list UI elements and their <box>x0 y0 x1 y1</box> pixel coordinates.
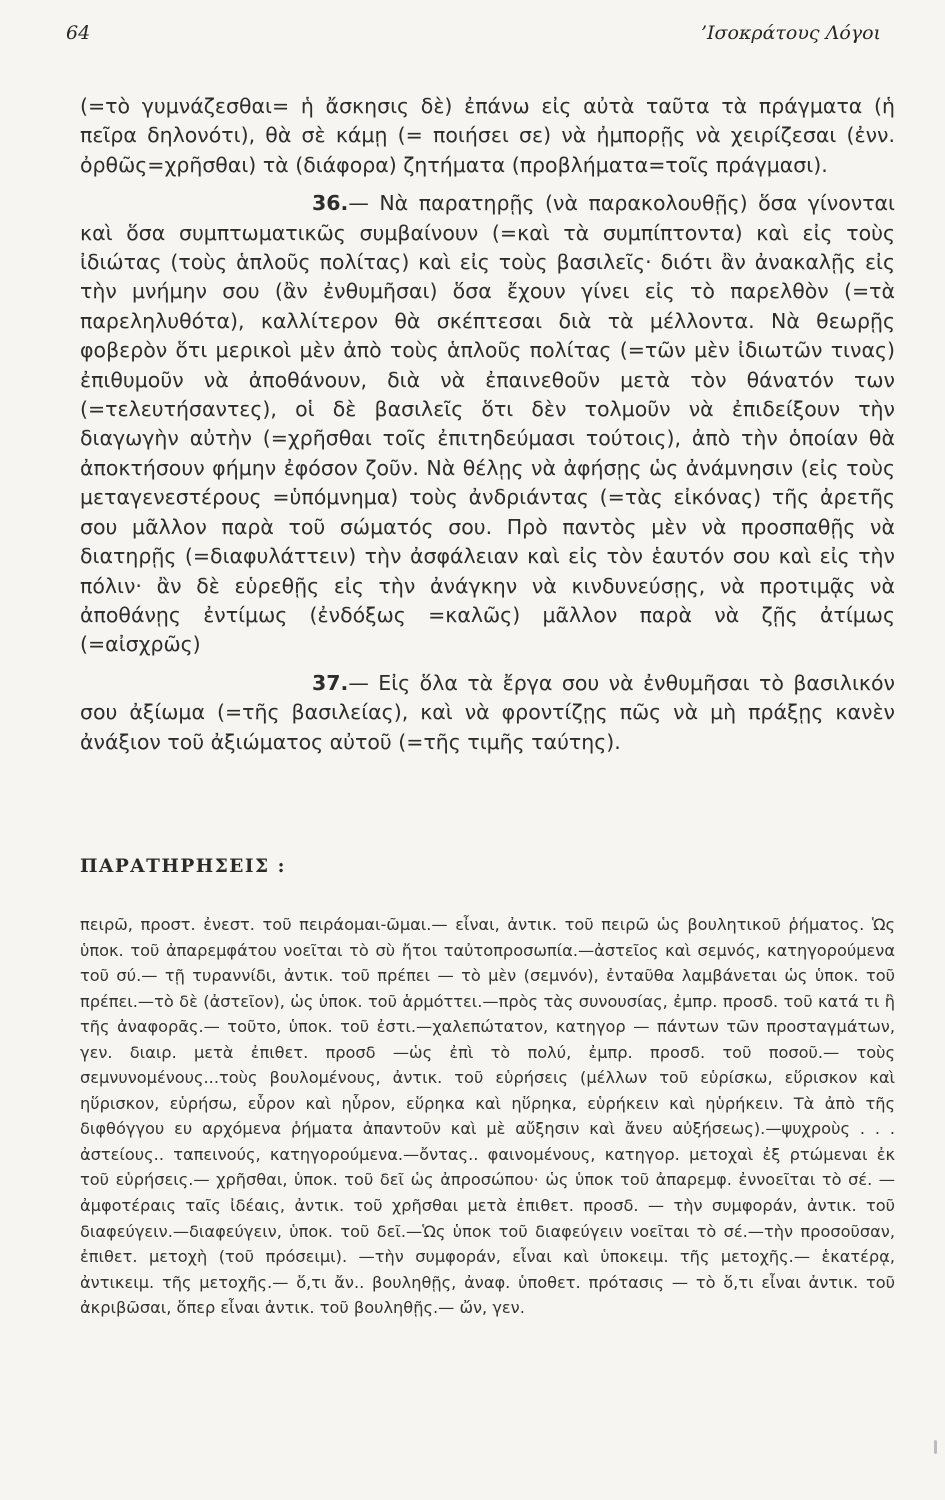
book-title: ’Ισοκράτους Λόγοι <box>701 22 881 44</box>
notes-text <box>80 912 895 1321</box>
section-text: — Νὰ παρατηρῇς (νὰ παρακολουθῇς) ὅσα γίνονται καὶ ὅσα συμπτωματικῶς συμβαίνουν (=καὶ τὰ συμπίπτοντα) καὶ εἰς τοὺς ἰδιώτας (τοὺς ἁπλοῦς πολίτας) καὶ εἰς τοὺς βασιλεῖς· διότι ἂν ἀνακαλῇς εἰς τὴν μνήμην σου (ἂν ἐνθυμῆσαι) ὅσα ἔχουν γίνει εἰς τὸ παρελθὸν (=τὰ παρεληλυθότα), καλλίτερον θὰ σκέπτεσαι διὰ τὰ μέλλοντα. Νὰ θεωρῇς φοβερὸν ὅτι μερικοὶ μὲν ἀπὸ τοὺς ἁπλοῦς πολίτας (=τῶν μὲν ἰδιωτῶν τινας) ἐπιθυμοῦν νὰ ἀποθάνουν, διὰ νὰ ἐπαινεθοῦν μετὰ τὸν θάνατόν των (=τελευτήσαντες), οἱ δὲ βασιλεῖς ὅτι δὲν τολμοῦν νὰ ἐπιδείξουν τὴν διαγωγὴν αὐτὴν (=χρῆσθαι τοῖς ἐπιτηδεύμασι τούτοις), ἀπὸ τὴν ὁποίαν θὰ ἀποκτήσουν φήμην ἐφόσον ζοῦν. Νὰ θέλῃς νὰ ἀφήσῃς ὡς ἀνάμνησιν (εἰς τοὺς μεταγενεστέρους =ὑπόμνημα) τοὺς ἀνδριάντας (=τὰς εἰκόνας) τῆς ἀρετῆς σου μᾶλλον παρὰ τοῦ σώματός σου. Πρὸ παντὸς μὲν νὰ προσπαθῇς νὰ διατηρῇς (=διαφυλάττειν) τὴν ἀσφάλειαν καὶ εἰς τὸν ἑαυτόν σου καὶ εἰς τὴν πόλιν· ἂν δὲ εὑρεθῇς εἰς τὴν ἀνάγκην νὰ κινδυνεύσῃς, νὰ προτιμᾷς νὰ ἀποθάνῃς ἐντίμως (ἐνδόξως =καλῶς) μᾶλλον παρὰ νὰ ζῇς ἀτίμως (=αἰσχρῶς) <box>80 191 895 657</box>
margin-speck <box>934 1440 937 1454</box>
section-37 <box>80 669 895 757</box>
section-36 <box>80 189 895 660</box>
section-number: 37. <box>312 670 349 695</box>
main-text <box>80 92 895 757</box>
section-text: — Εἰς ὅλα τὰ ἔργα σου νὰ ἐνθυμῆσαι τὸ βασιλικόν σου ἀξίωμα (=τῆς βασιλείας), καὶ νὰ φροντίζῃς πῶς νὰ μὴ πράξῃς κανὲν ἀνάξιον τοῦ ἀξιώματος αὐτοῦ (=τῆς τιμῆς ταύτης). <box>80 670 895 754</box>
notes-heading: ΠΑΡΑΤΗΡΗΣΕΙΣ : <box>80 856 286 877</box>
page-number: 64 <box>66 22 91 44</box>
notes-paragraph: πειρῶ, προστ. ἐνεστ. τοῦ πειράομαι-ῶμαι.— εἶναι, ἀντικ. τοῦ πειρῶ ὡς βουλητικοῦ ῥήματος. Ὡς ὑποκ. τοῦ ἀπαρεμφάτου νοεῖται τὸ σὺ ἤτοι ταὐτοπροσωπία.—ἀστεῖος καὶ σεμνός, κατηγορούμενα τοῦ σύ.— τῇ τυραννίδι, ἀντικ. τοῦ πρέπει — τὸ μὲν (σεμνόν), ἐνταῦθα λαμβάνεται ὡς ὑποκ. τοῦ πρέπει.—τὸ δὲ (ἀστεῖον), ὡς ὑποκ. τοῦ ἁρμόττει.—πρὸς τὰς συνουσίας, ἐμπρ. προσδ. τοῦ κατά τι ἢ τῆς ἀναφορᾶς.— τοῦτο, ὑποκ. τοῦ ἐστι.—χαλεπώτατον, κατηγορ — πάντων τῶν προσταγμάτων, γεν. διαιρ. μετὰ ἐπιθετ. προσδ —ὡς ἐπὶ τὸ πολύ, ἐμπρ. προσδ. τοῦ ποσοῦ.— τοὺς σεμνυνομένους...τοὺς βουλομένους, ἀντικ. τοῦ εὑρήσεις (μέλλων τοῦ εὑρίσκω, εὕρισκον καὶ ηὕρισκον, εὑρήσω, εὗρον καὶ ηὗρον, εὕρηκα καὶ ηὕρηκα, εὑρήκειν καὶ ηὑρήκειν. Τὰ ἀπὸ τῆς διφθόγγου ευ αρχόμενα ῥήματα ἀπαντοῦν καὶ μὲ αὔξησιν καὶ ἄνευ αὐξήσεως).—ψυχροὺς . . . ἀστείους.. ταπεινούς, κατηγορούμενα.—ὄντας.. φαινομένους, κατηγορ. μετοχαὶ ἐξ ρτώμεναι ἐκ τοῦ εὑρήσεις.— χρῆσθαι, ὑποκ. τοῦ δεῖ ὡς ἀπροσώπου· ὡς ὑποκ τοῦ ἀπαρεμφ. ἐννοεῖται τὸ σέ. — ἀμφοτέραις ταῖς ἰδέαις, ἀντικ. τοῦ χρῆσθαι μετὰ ἐπιθετ. προσδ. — τὴν συμφοράν, ἀντικ. τοῦ διαφεύγειν.—διαφεύγειν, ὑποκ. τοῦ δεῖ.—Ὡς ὑποκ τοῦ διαφεύγειν νοεῖται τὸ σέ.—τὴν προσοῦσαν, ἐπιθετ. μετοχὴ (τοῦ πρόσειμι). —τὴν συμφοράν, εἶναι καὶ ὑποκειμ. τῆς μετοχῆς.— ἑκατέρᾳ, ἀντικειμ. τῆς μετοχῆς.— ὅ,τι ἄν.. βουληθῇς, ἀναφ. ὑποθετ. πρότασις — τὸ ὅ,τι εἶναι ἀντικ. τοῦ ἀκριβῶσαι, ὅπερ εἶναι ἀντικ. τοῦ βουληθῇς.— ὤν, γεν. <box>80 915 895 1318</box>
running-head <box>66 22 881 52</box>
opening-paragraph: (=τὸ γυμνάζεσθαι= ἡ ἄσκησις δὲ) ἐπάνω εἰς αὐτὰ ταῦτα τὰ πράγματα (ἡ πεῖρα δηλονότι), θὰ σὲ κάμῃ (= ποιήσει σε) νὰ ἠμπορῇς νὰ χειρίζεσαι (ἐνν. ὀρθῶς=χρῆσθαι) τὰ (διάφορα) ζητήματα (προβλήματα=τοῖς πράγμασι). <box>80 94 895 177</box>
section-number: 36. <box>312 191 349 216</box>
